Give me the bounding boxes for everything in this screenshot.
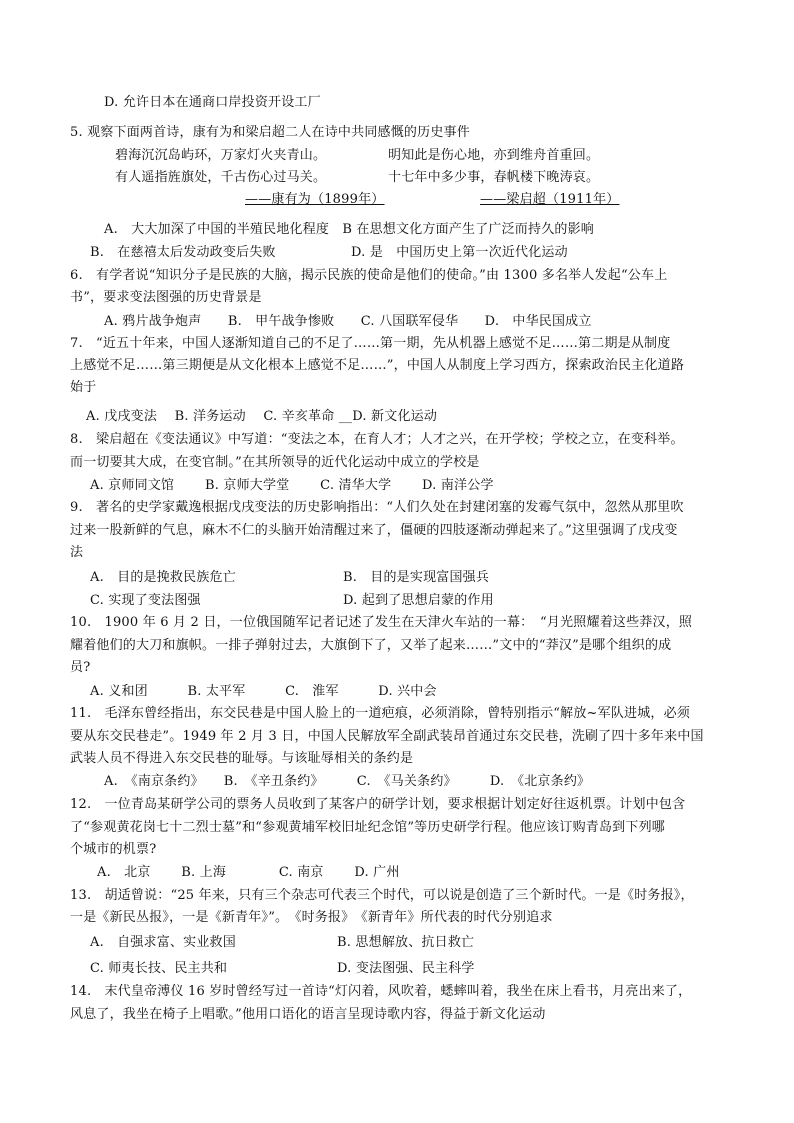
q8-stem-line-1: 8. 梁启超在《变法通议》中写道：“变法之本，在育人才；人才之兴，在开学校；学校之立，在变科举。 (70, 432, 684, 447)
q10-options: A. 义和团 B. 太平军 C. 淮军 D. 兴中会 (90, 684, 437, 699)
q11-stem-line-3: 武装人员不得进入东交民巷的耻辱。与该耻辱相关的条约是 (70, 751, 414, 766)
q10-stem-line-1: 10. 1900 年 6 月 2 日，一位俄国随军记者记述了发生在天津火车站的一幕： “月光照耀着这些莽汉，照 (70, 615, 693, 630)
poem-liang-line-1: 明知此是伤心地，亦到维舟首重回。 (388, 148, 600, 163)
q9-stem-line-3: 法 (70, 545, 84, 560)
q5-option-d: D. 是 中国历史上第一次近代化运动 (351, 245, 568, 260)
q7-stem-line-2: 上感觉不足……第三期便是从文化根本上感觉不足……”，中国人从制度上学习西方，探索政治民主化道路 (70, 358, 685, 373)
q4-option-d: D. 允许日本在通商口岸投资开设工厂 (104, 95, 321, 110)
q7-options: A. 戊戌变法 B. 洋务运动 C. 辛亥革命 __D. 新文化运动 (86, 409, 438, 424)
q11-options: A. 《南京条约》 B. 《辛丑条约》 C. 《马关条约》 D. 《北京条约》 (104, 774, 591, 789)
q10-stem-line-3: 员? (70, 660, 91, 675)
q5-stem: 5. 观察下面两首诗，康有为和梁启超二人在诗中共同感慨的历史事件 (70, 125, 470, 140)
q9-stem-line-2: 过来一股新鲜的气息，麻木不仁的头脑开始清醒过来了，僵硬的四肢逐渐动弹起来了。”这里强调了戊戌变 (70, 523, 678, 538)
q12-stem-line-1: 12. 一位青岛某研学公司的票务人员收到了某客户的研学计划，要求根据计划定好往返机票。计划中包含 (70, 797, 686, 812)
q10-stem-line-2: 耀着他们的大刀和旗帜。一排子弹射过去，大旗倒下了，又举了起来……”文中的“莽汉”是哪个组织的成 (70, 638, 672, 653)
q7-stem-line-1: 7. “近五十年来，中国人逐渐知道自己的不足了……第一期，先从机器上感觉不足……第二期是从制度 (70, 336, 671, 351)
q13-stem-line-1: 13. 胡适曾说：“25 年来，只有三个杂志可代表三个时代，可以说是创造了三个新时代。一是《时务报》， (70, 888, 694, 903)
q9-option-a: A. 目的是挽救民族危亡 (90, 570, 236, 585)
q14-stem-line-2: 风息了，我坐在椅子上唱歌。”他用口语化的语言呈现诗歌内容，得益于新文化运动 (70, 1007, 546, 1022)
q13-option-d: D. 变法图强、民主科学 (337, 961, 475, 976)
q8-options: A. 京师同文馆 B. 京师大学堂 C. 清华大学 D. 南洋公学 (90, 478, 494, 493)
q14-stem-line-1: 14. 末代皇帝溥仪 16 岁时曾经写过一首诗“灯闪着，风吹着，蟋蟀叫着，我坐在床上看书，月亮出来了， (70, 984, 692, 999)
poem-liang-attribution: ——梁启超（1911年） (480, 192, 620, 207)
q9-option-b: B. 目的是实现富国强兵 (343, 570, 490, 585)
q6-stem-line-2: 书”，要求变法图强的历史背景是 (70, 290, 262, 305)
poem-kang-line-2: 有人遥指旌旗处，千古伤心过马关。 (115, 170, 327, 185)
q9-stem-line-1: 9. 著名的史学家戴逸根据戊戌变法的历史影响指出：“人们久处在封建闭塞的发霉气氛中，忽然从那里吹 (70, 500, 684, 515)
q13-option-a: A. 自强求富、实业救国 (90, 935, 236, 950)
poem-kang-line-1: 碧海沉沉岛屿环，万家灯火夹青山。 (115, 148, 327, 163)
q5-option-b2: B. 在慈禧太后发动政变后失败 (90, 245, 276, 260)
q13-stem-line-2: 一是《新民丛报》，一是《新青年》”。 《时务报》 《新青年》所代表的时代分别追求 (70, 910, 553, 925)
q11-stem-line-2: 要从东交民巷走”。1949 年 2 月 3 日，中国人民解放军全副武装昂首通过东交民巷，洗刷了四十多年来中国 (70, 729, 704, 744)
q8-stem-line-2: 而一切要其大成，在变官制。”在其所领导的近代化运动中成立的学校是 (70, 455, 480, 470)
q9-option-d: D. 起到了思想启蒙的作用 (343, 593, 494, 608)
q13-option-b: B. 思想解放、抗日救亡 (337, 935, 475, 950)
q7-stem-line-3: 始于 (70, 380, 97, 395)
q9-option-c: C. 实现了变法图强 (90, 593, 201, 608)
poem-kang-attribution: ——康有为（1899年） (245, 192, 385, 207)
q12-stem-line-3: 个城市的机票? (70, 842, 157, 857)
q6-stem-line-1: 6. 有学者说“知识分子是民族的大脑，揭示民族的使命是他们的使命。”由 1300 多名举人发起“公车上 (70, 268, 668, 283)
q13-option-c: C. 师夷长技、民主共和 (90, 961, 228, 976)
q5-options-ab: A. 大大加深了中国的半殖民地化程度 B 在思想文化方面产生了广泛而持久的影响 (104, 222, 595, 237)
q6-options: A. 鸦片战争炮声 B. 甲午战争惨败 C. 八国联军侵华 D. 中华民国成立 (104, 314, 592, 329)
q12-options: A. 北京 B. 上海 C. 南京 D. 广州 (97, 865, 400, 880)
q11-stem-line-1: 11. 毛泽东曾经指出，东交民巷是中国人脸上的一道疤痕，必须消除，曾特别指示“解放~军队进城，必须 (70, 706, 691, 721)
q12-stem-line-2: 了“参观黄花岗七十二烈士墓”和“参观黄埔军校旧址纪念馆”等历史研学行程。他应该订购青岛到下列哪 (70, 820, 665, 835)
poem-liang-line-2: 十七年中多少事，春帆楼下晚涛哀。 (388, 170, 600, 185)
